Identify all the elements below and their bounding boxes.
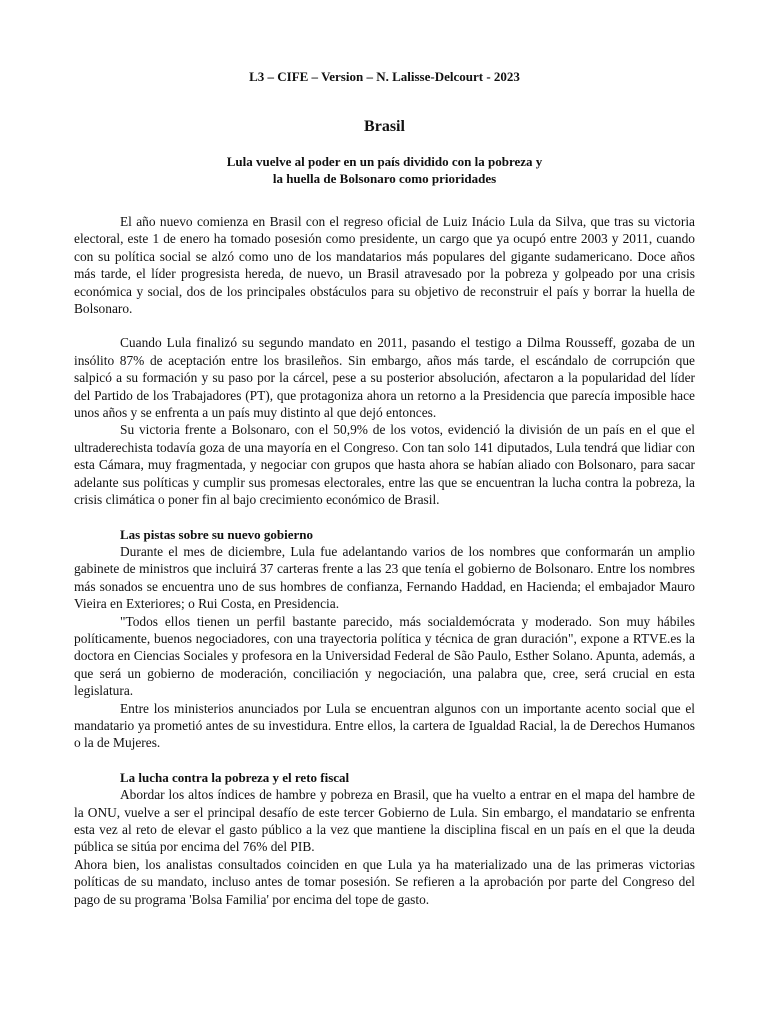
paragraph-7: Abordar los altos índices de hambre y pobreza en Brasil, que ha vuelto a entrar en el mapa del hambre de la ONU, vuelve a ser el principal desafío de este tercer Gobierno de Lula. Sin embargo, el mandatario se enfrenta esta vez al reto de elevar el gasto público a la vez que mantiene la disciplina fiscal en un país en el que la deuda pública se sitúa por encima del 76% del PIB. xyxy=(74,787,695,855)
document-header: L3 – CIFE – Version – N. Lalisse-Delcourt - 2023 xyxy=(249,69,520,84)
subtitle-line-2: la huella de Bolsonaro como prioridades xyxy=(272,171,497,186)
paragraph-4: Durante el mes de diciembre, Lula fue adelantando varios de los nombres que conformarán un amplio gabinete de ministros que incluirá 37 carteras frente a las 23 que tenía el gobierno de Bolsonaro. Entre los nombres más sonados se encuentra uno de sus hombres de confianza, Fernando Haddad, en Hacienda; el embajador Mauro Vieira en Exteriores; o Rui Costa, en Presidencia. xyxy=(74,543,695,612)
section-heading-pobreza: La lucha contra la pobreza y el reto fiscal xyxy=(120,769,350,785)
paragraph-1: El año nuevo comienza en Brasil con el regreso oficial de Luiz Inácio Lula da Silva, que tras su victoria electoral, este 1 de enero ha tomado posesión como presidente, un cargo que ya ocupó entre 2003 y 2011, cuando con su política social se alzó como uno de los mandatarios más populares del gigante sudamericano. Doce años más tarde, el líder progresista hereda, de nuevo, un Brasil atravesado por la pobreza y golpeado por una crisis económica y social, dos de los principales obstáculos para su objetivo de reconstruir el país y borrar la huella de Bolsonaro. xyxy=(74,214,695,317)
paragraph-3: Su victoria frente a Bolsonaro, con el 50,9% de los votos, evidenció la división de un país en el que el ultraderechista todavía goza de una mayoría en el Congreso. Con tan solo 141 diputados, Lula tendrá que lidiar con esta Cámara, muy fragmentada, y negociar con grupos que hasta ahora se habían aliado con Bolsonaro, para sacar adelante sus políticas y cumplir sus promesas electorales, entre las que se encuentran la lucha contra la pobreza, la crisis climática o poner fin al bajo crecimiento económico de Brasil. xyxy=(74,422,695,508)
subtitle-line-1: Lula vuelve al poder en un país dividido con la pobreza y xyxy=(226,154,543,169)
section-heading-gobierno: Las pistas sobre su nuevo gobierno xyxy=(120,526,313,542)
paragraph-5: "Todos ellos tienen un perfil bastante parecido, más socialdemócrata y moderado. Son muy hábiles políticamente, buenos negociadores, con una trayectoria política y técnica de gran duración", expone a RTVE.es la doctora en Ciencias Sociales y profesora en la Universidad Federal de São Paulo, Esther Solano. Apunta, además, a que será un gobierno de moderación, conciliación y negociación, una palabra que, cree, será crucial en esta legislatura. xyxy=(74,613,695,699)
document-subtitle xyxy=(74,153,695,187)
paragraph-6: Entre los ministerios anunciados por Lula se encuentran algunos con un importante acento social que el mandatario ya prometió antes de su investidura. Entre ellos, la cartera de Igualdad Racial, la de Derechos Humanos o la de Mujeres. xyxy=(74,700,695,751)
document-body xyxy=(74,213,695,908)
paragraph-2: Cuando Lula finalizó su segundo mandato en 2011, pasando el testigo a Dilma Rousseff, gozaba de un insólito 87% de aceptación entre los brasileños. Sin embargo, años más tarde, el escándalo de corrupción que salpicó a su formación y su paso por la cárcel, pese a su posterior absolución, afectaron a la popularidad del líder del Partido de los Trabajadores (PT), que protagoniza ahora un retorno a la Presidencia que parecía imposible hace unos años y se enfrenta a un país muy distinto al que dejó entonces. xyxy=(74,335,695,421)
paragraph-8: Ahora bien, los analistas consultados coinciden en que Lula ya ha materializado una de las primeras victorias políticas de su mandato, incluso antes de tomar posesión. Se refieren a la aprobación por parte del Congreso del pago de su programa 'Bolsa Familia' por encima del tope de gasto. xyxy=(74,856,695,907)
document-title: Brasil xyxy=(364,118,405,135)
